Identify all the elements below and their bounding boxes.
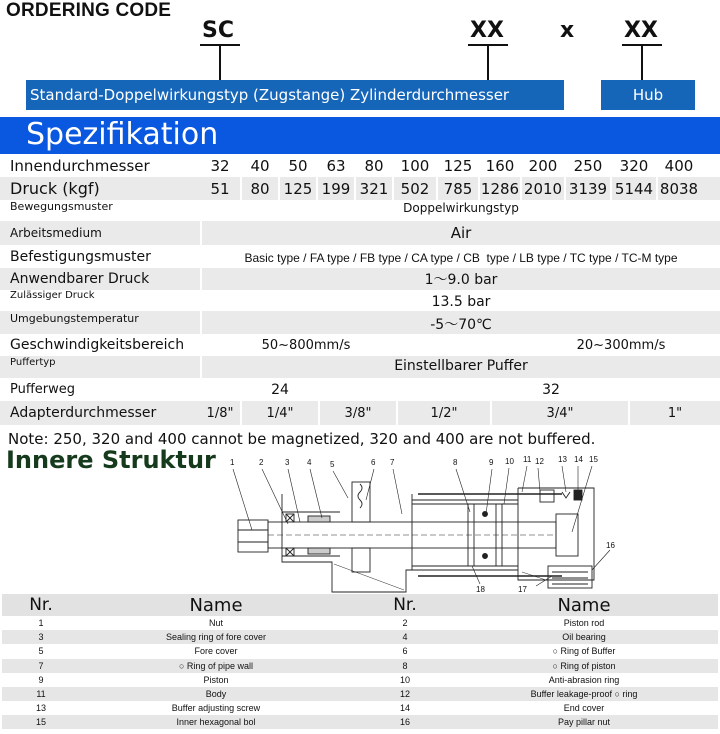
part-number: 5 [38, 646, 44, 657]
bore-value: 40 [240, 155, 278, 177]
spec-label-proof: Zulässiger Druck [10, 290, 95, 301]
callout-number: 7 [390, 458, 395, 467]
spec-row-temperature [0, 311, 720, 334]
callout-number: 16 [606, 541, 615, 550]
table-row [2, 630, 718, 644]
bore-value: 125 [436, 155, 478, 177]
code-separator: x [560, 18, 575, 43]
part-number: 7 [38, 660, 44, 671]
callout-number: 17 [518, 585, 527, 594]
cylinder-cross-section-diagram [222, 452, 622, 596]
part-number: 16 [399, 717, 410, 728]
spec-value-port: 1/2" [396, 401, 490, 425]
spec-row-speed [0, 334, 720, 356]
spec-row-medium [0, 221, 720, 245]
callout-number: 4 [307, 458, 312, 467]
spec-label-pressure: Anwendbarer Druck [10, 271, 150, 287]
part-name: Anti-abrasion ring [548, 674, 620, 685]
part-number: 12 [399, 689, 410, 699]
spec-row-motion [0, 200, 720, 221]
fore-cover-shape [282, 494, 412, 592]
table-row [2, 659, 718, 673]
spec-label-motion: Bewegungsmuster [10, 200, 113, 213]
oil-bearing-shape [308, 516, 330, 522]
callout-number: 5 [330, 460, 335, 469]
callout-number: 9 [489, 458, 494, 467]
force-value: 125 [278, 177, 316, 200]
spec-value-medium: Air [200, 221, 720, 245]
part-name: Body [205, 689, 227, 699]
pillar-nut-shape [548, 566, 592, 588]
part-number: 1 [38, 618, 44, 628]
force-value: 199 [316, 177, 354, 200]
bore-value: 400 [656, 155, 700, 177]
spec-value-port: 1/4" [240, 401, 318, 425]
callout-number: 6 [371, 458, 376, 467]
bore-value: 320 [610, 155, 656, 177]
callout-number: 2 [259, 458, 264, 467]
spec-value-speed-small: 50~800mm/s [261, 337, 351, 353]
part-name: End cover [563, 703, 605, 714]
spec-value-pressure: 1～9.0 bar [200, 268, 720, 290]
bore-value: 80 [354, 155, 392, 177]
part-name: Buffer leakage-proof ○ ring [530, 689, 638, 699]
part-name: ○ Ring of piston [552, 660, 616, 671]
force-value: 785 [436, 177, 478, 200]
header-nr-left: Nr. [29, 595, 53, 615]
callout-number: 15 [589, 455, 598, 464]
spec-label-mounting: Befestigungsmuster [10, 248, 151, 265]
force-value: 3139 [564, 177, 610, 200]
spec-row-force [0, 177, 720, 200]
spec-label-temperature: Umgebungstemperatur [10, 312, 139, 325]
series-connector-line [219, 44, 221, 80]
part-number: 14 [399, 703, 410, 714]
nut-shape [238, 520, 268, 552]
spec-value-buffer: Einstellbarer Puffer [200, 356, 720, 378]
part-name: Oil bearing [562, 632, 606, 643]
spec-value-buffer-travel-small: 24 [271, 381, 289, 398]
part-number: 3 [38, 632, 44, 643]
part-number: 2 [402, 618, 408, 628]
part-name: Piston [203, 674, 229, 685]
spec-value-port: 3/8" [318, 401, 396, 425]
bore-description-text: Standard-Doppelwirkungstyp (Zugstange) Zylinderdurchmesser [30, 86, 510, 104]
bore-value: 32 [210, 157, 230, 175]
bore-value: 160 [478, 155, 520, 177]
force-values [200, 177, 720, 200]
spec-label-port: Adapterdurchmesser [10, 405, 157, 421]
part-number: 11 [36, 689, 46, 699]
spec-value-temperature: -5～70℃ [200, 311, 720, 334]
spec-row-port [0, 401, 720, 425]
bore-description-box [26, 80, 564, 110]
bore-value: 200 [520, 155, 564, 177]
part-name: Buffer adjusting screw [171, 703, 261, 714]
spec-label-speed: Geschwindigkeitsbereich [10, 337, 185, 353]
spec-label-buffer: Puffertyp [10, 357, 56, 368]
callout-number: 1 [230, 458, 235, 467]
part-number: 4 [402, 632, 408, 643]
table-row [2, 644, 718, 658]
spec-note: Note: 250, 320 and 400 cannot be magnetized, 320 and 400 are not buffered. [8, 430, 596, 448]
spec-label-buffer-travel: Pufferweg [10, 382, 76, 397]
spec-value-proof: 13.5 bar [200, 290, 720, 311]
header-name-left: Name [189, 594, 243, 616]
stroke-description-text: Hub [632, 86, 664, 104]
part-number: 10 [399, 674, 410, 685]
bore-connector-line [487, 44, 489, 80]
spec-row-proof [0, 290, 720, 311]
spec-label-medium: Arbeitsmedium [10, 226, 102, 240]
table-row [2, 687, 718, 701]
part-number: 13 [35, 703, 46, 714]
spec-value-port: 1/8" [206, 405, 234, 421]
header-name-right: Name [557, 594, 611, 616]
callout-number: 14 [574, 455, 583, 464]
stroke-description-box [601, 80, 695, 110]
spec-label-force: Druck (kgf) [10, 179, 100, 198]
callout-number: 18 [476, 585, 485, 594]
force-value: 5144 [610, 177, 656, 200]
part-name: ○ Ring of pipe wall [179, 660, 253, 671]
parts-table-header [2, 594, 718, 616]
spec-row-buffer [0, 356, 720, 378]
table-row [2, 616, 718, 630]
bore-value: 63 [316, 155, 354, 177]
part-name: Pay pillar nut [557, 717, 611, 728]
table-row [2, 715, 718, 729]
spec-row-pressure [0, 268, 720, 290]
buffer-screw-shape [540, 490, 554, 502]
callout-lines [233, 466, 610, 586]
callout-number: 10 [505, 457, 514, 466]
force-value: 1286 [478, 177, 520, 200]
part-name: ○ Ring of Buffer [552, 646, 616, 657]
callout-number: 8 [453, 458, 458, 467]
stroke-connector-line [641, 44, 643, 80]
bore-value: 100 [392, 155, 436, 177]
spec-label-bore: Innendurchmesser [10, 157, 150, 175]
part-number: 15 [35, 717, 46, 728]
spec-row-mounting [0, 245, 720, 268]
spec-value-motion: Doppelwirkungstyp [200, 200, 720, 221]
spec-row-buffer-travel [0, 378, 720, 401]
structure-title: Innere Struktur [6, 446, 216, 474]
header-nr-right: Nr. [393, 595, 417, 615]
part-number: 8 [402, 660, 408, 671]
part-name: Nut [208, 618, 223, 628]
spec-title: Spezifikation [26, 117, 219, 152]
bore-value: 250 [564, 155, 610, 177]
force-value: 51 [210, 179, 230, 198]
part-name: Inner hexagonal bol [176, 717, 256, 728]
spec-value-port: 1" [628, 401, 720, 425]
part-name: Fore cover [194, 646, 238, 657]
bore-value: 50 [278, 155, 316, 177]
table-row [2, 673, 718, 687]
series-code: SC [202, 18, 234, 43]
cylinder-drawing [238, 482, 594, 592]
ordering-code-title: ORDERING CODE [6, 0, 172, 21]
part-number: 6 [402, 646, 408, 657]
callout-number: 11 [523, 455, 532, 464]
part-name: Sealing ring of fore cover [165, 632, 267, 643]
spec-value-mounting: Basic type / FA type / FB type / CA type / CB type / LB type / TC type / TC-M type [200, 245, 720, 268]
spec-value-speed-large: 20~300mm/s [576, 337, 666, 353]
bore-code: XX [470, 18, 504, 43]
force-value: 80 [240, 177, 278, 200]
spec-row-bore [0, 155, 720, 177]
spec-value-buffer-travel-large: 32 [360, 378, 720, 401]
stroke-code: XX [624, 18, 658, 43]
spec-value-port: 3/4" [490, 401, 628, 425]
spec-header-bar [0, 117, 720, 154]
callout-number: 12 [535, 457, 544, 466]
part-number: 9 [38, 674, 44, 685]
bore-values [200, 155, 720, 177]
force-value: 2010 [520, 177, 564, 200]
force-value: 502 [392, 177, 436, 200]
force-value: 8038 [656, 177, 700, 200]
force-value: 321 [354, 177, 392, 200]
table-row [2, 701, 718, 715]
callout-labels [230, 455, 615, 594]
callout-number: 13 [558, 455, 567, 464]
callout-number: 3 [285, 458, 290, 467]
part-name: Piston rod [563, 618, 605, 628]
